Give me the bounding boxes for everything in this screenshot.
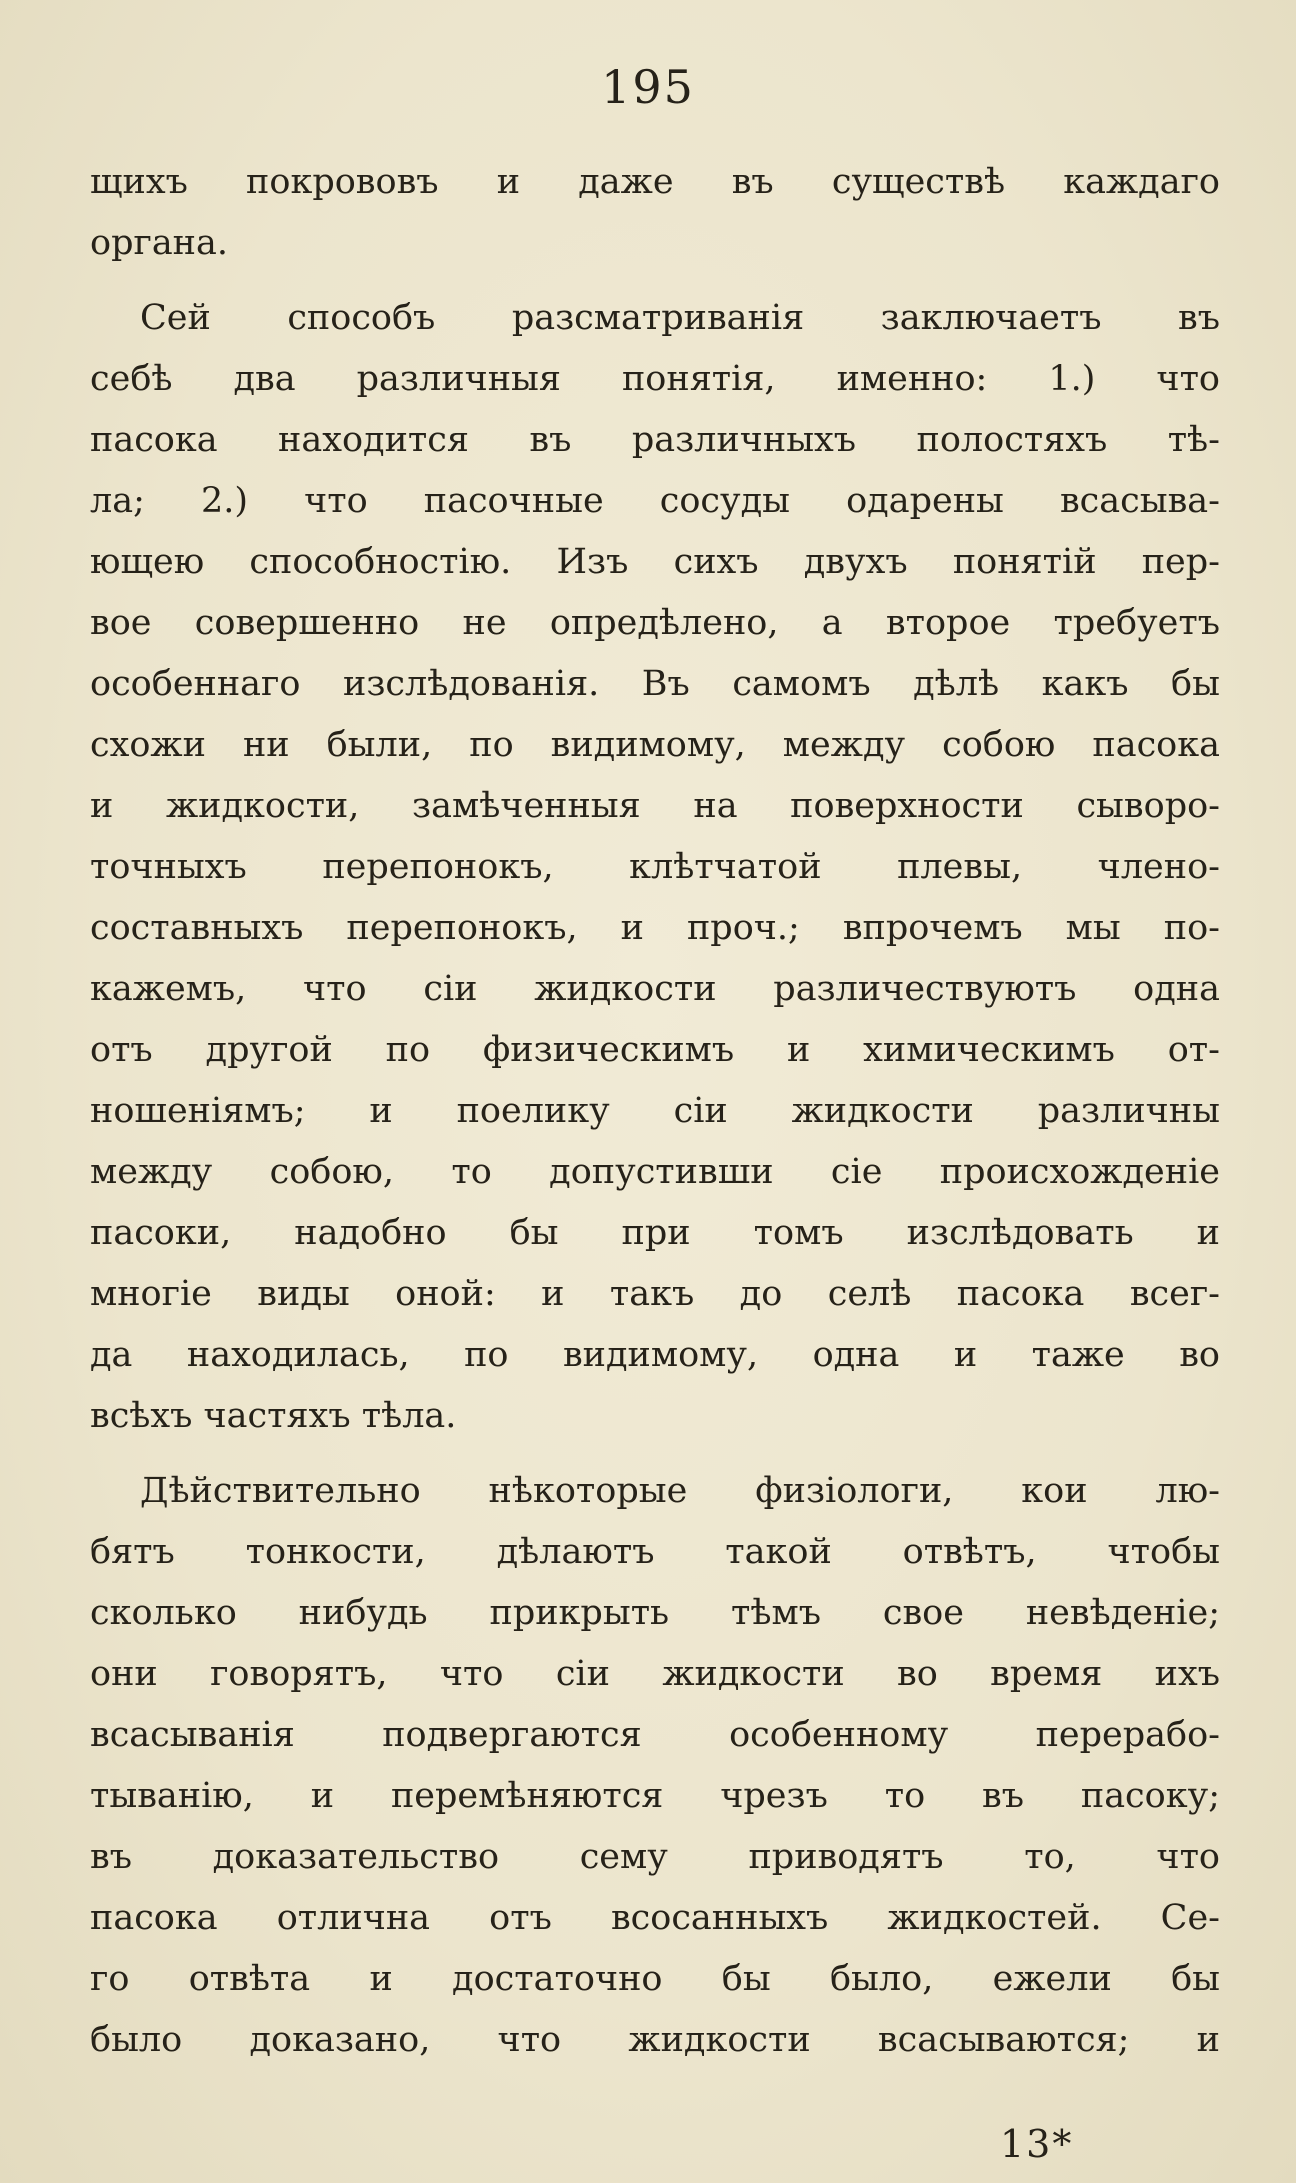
body-text	[90, 152, 1220, 2071]
text-line: вое совершенно не опредѣлено, а второе требуетъ	[90, 603, 1220, 643]
text-line: пасоки, надобно бы при томъ изслѣдовать и	[90, 1213, 1220, 1253]
text-line: ла; 2.) что пасочные сосуды одарены всасыва-	[90, 481, 1220, 521]
page-number: 195	[601, 60, 695, 114]
text-line: себѣ два различныя понятія, именно: 1.) что	[90, 359, 1220, 399]
text-line: щихъ покрововъ и даже въ существѣ каждаго	[90, 162, 1220, 202]
text-line: пасока отлична отъ всосанныхъ жидкостей. Се-	[90, 1898, 1220, 1938]
text-line: было доказано, что жидкости всасываются; и	[90, 2020, 1220, 2060]
text-line: отъ другой по физическимъ и химическимъ от-	[90, 1030, 1220, 1070]
text-line: органа.	[90, 223, 229, 263]
text-line: они говорятъ, что сіи жидкости во время ихъ	[90, 1654, 1220, 1694]
text-line: и жидкости, замѣченныя на поверхности сыворо-	[90, 786, 1220, 826]
text-line: сколько нибудь прикрыть тѣмъ свое невѣденіе;	[90, 1593, 1220, 1633]
paragraph	[90, 152, 1220, 274]
paragraph	[90, 288, 1220, 1447]
text-line: схожи ни были, по видимому, между собою пасока	[90, 725, 1220, 765]
text-line: тыванію, и перемѣняются чрезъ то въ пасоку;	[90, 1776, 1220, 1816]
text-line: ношеніямъ; и поелику сіи жидкости различны	[90, 1091, 1220, 1131]
text-line: Дѣйствительно нѣкоторые физіологи, кои лю-	[140, 1471, 1220, 1511]
paragraph	[90, 1461, 1220, 2071]
text-line: ющею способностію. Изъ сихъ двухъ понятій пер-	[90, 542, 1220, 582]
text-line: Сей способъ разсматриванія заключаетъ въ	[140, 298, 1220, 338]
text-line: бятъ тонкости, дѣлаютъ такой отвѣтъ, чтобы	[90, 1532, 1220, 1572]
text-line: кажемъ, что сіи жидкости различествуютъ одна	[90, 969, 1220, 1009]
text-line: въ доказательство сему приводятъ то, что	[90, 1837, 1220, 1877]
text-line: составныхъ перепонокъ, и проч.; впрочемъ мы по-	[90, 908, 1220, 948]
signature-mark: 13*	[1000, 2122, 1074, 2166]
text-line: всасыванія подвергаются особенному перерабо-	[90, 1715, 1220, 1755]
text-line: всѣхъ частяхъ тѣла.	[90, 1396, 457, 1436]
text-line: точныхъ перепонокъ, клѣтчатой плевы, члено-	[90, 847, 1220, 887]
text-line: го отвѣта и достаточно бы было, ежели бы	[90, 1959, 1220, 1999]
text-line: между собою, то допустивши сіе происхожденіе	[90, 1152, 1220, 1192]
text-line: особеннаго изслѣдованія. Въ самомъ дѣлѣ какъ бы	[90, 664, 1220, 704]
text-line: да находилась, по видимому, одна и таже во	[90, 1335, 1220, 1375]
text-line: пасока находится въ различныхъ полостяхъ тѣ-	[90, 420, 1220, 460]
text-line: многіе виды оной: и такъ до селѣ пасока всег-	[90, 1274, 1220, 1314]
